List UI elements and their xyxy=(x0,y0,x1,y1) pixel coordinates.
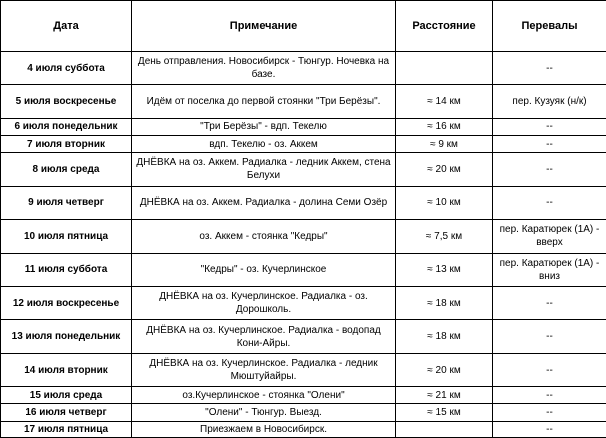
passes-cell: -- xyxy=(493,320,606,353)
distance-cell xyxy=(396,421,493,437)
header-note: Примечание xyxy=(132,1,396,52)
header-passes: Перевалы xyxy=(493,1,606,52)
passes-cell: -- xyxy=(493,52,606,85)
passes-cell: -- xyxy=(493,353,606,386)
passes-cell: пер. Каратюрек (1А) - вниз xyxy=(493,253,606,286)
table-row xyxy=(1,404,606,421)
date-cell: 8 июля среда xyxy=(1,153,132,186)
distance-cell: ≈ 18 км xyxy=(396,320,493,353)
distance-cell: ≈ 13 км xyxy=(396,253,493,286)
passes-cell: пер. Кузуяк (н/к) xyxy=(493,85,606,118)
table-row xyxy=(1,320,606,353)
date-cell: 14 июля вторник xyxy=(1,353,132,386)
date-cell: 13 июля понедельник xyxy=(1,320,132,353)
date-cell: 6 июля понедельник xyxy=(1,118,132,135)
table-row xyxy=(1,421,606,437)
date-cell: 16 июля четверг xyxy=(1,404,132,421)
note-cell: ДНЁВКА на оз. Кучерлинское. Радиалка - ледник Мюштуйайры. xyxy=(132,353,396,386)
note-cell: ДНЁВКА на оз. Кучерлинское. Радиалка - оз. Дорошколь. xyxy=(132,286,396,319)
passes-cell: -- xyxy=(493,136,606,153)
passes-cell: -- xyxy=(493,421,606,437)
table-header-row xyxy=(1,1,606,52)
passes-cell: -- xyxy=(493,118,606,135)
distance-cell: ≈ 21 км xyxy=(396,387,493,404)
date-cell: 7 июля вторник xyxy=(1,136,132,153)
distance-cell: ≈ 16 км xyxy=(396,118,493,135)
note-cell: Идём от поселка до первой стоянки "Три Берёзы". xyxy=(132,85,396,118)
distance-cell: ≈ 7,5 км xyxy=(396,220,493,253)
table-row xyxy=(1,52,606,85)
table-row xyxy=(1,153,606,186)
table-row xyxy=(1,253,606,286)
distance-cell: ≈ 20 км xyxy=(396,153,493,186)
distance-cell: ≈ 18 км xyxy=(396,286,493,319)
passes-cell: -- xyxy=(493,286,606,319)
distance-cell: ≈ 10 км xyxy=(396,186,493,219)
passes-cell: -- xyxy=(493,186,606,219)
passes-cell: -- xyxy=(493,153,606,186)
table-row xyxy=(1,220,606,253)
table-row xyxy=(1,186,606,219)
passes-cell: -- xyxy=(493,404,606,421)
date-cell: 17 июля пятница xyxy=(1,421,132,437)
table-row xyxy=(1,286,606,319)
note-cell: ДНЁВКА на оз. Аккем. Радиалка - ледник Аккем, стена Белухи xyxy=(132,153,396,186)
note-cell: ДНЁВКА на оз. Аккем. Радиалка - долина Семи Озёр xyxy=(132,186,396,219)
table-row xyxy=(1,387,606,404)
note-cell: "Кедры" - оз. Кучерлинское xyxy=(132,253,396,286)
date-cell: 15 июля среда xyxy=(1,387,132,404)
date-cell: 10 июля пятница xyxy=(1,220,132,253)
date-cell: 11 июля суббота xyxy=(1,253,132,286)
distance-cell xyxy=(396,52,493,85)
table-row xyxy=(1,85,606,118)
note-cell: Приезжаем в Новосибирск. xyxy=(132,421,396,437)
date-cell: 4 июля суббота xyxy=(1,52,132,85)
table-row xyxy=(1,118,606,135)
note-cell: День отправления. Новосибирск - Тюнгур. Ночевка на базе. xyxy=(132,52,396,85)
note-cell: оз.Кучерлинское - стоянка "Олени" xyxy=(132,387,396,404)
passes-cell: пер. Каратюрек (1А) - вверх xyxy=(493,220,606,253)
note-cell: оз. Аккем - стоянка "Кедры" xyxy=(132,220,396,253)
header-distance: Расстояние xyxy=(396,1,493,52)
distance-cell: ≈ 20 км xyxy=(396,353,493,386)
header-date: Дата xyxy=(1,1,132,52)
date-cell: 5 июля воскресенье xyxy=(1,85,132,118)
table-row xyxy=(1,353,606,386)
note-cell: "Олени" - Тюнгур. Выезд. xyxy=(132,404,396,421)
distance-cell: ≈ 9 км xyxy=(396,136,493,153)
distance-cell: ≈ 15 км xyxy=(396,404,493,421)
note-cell: вдп. Текелю - оз. Аккем xyxy=(132,136,396,153)
note-cell: ДНЁВКА на оз. Кучерлинское. Радиалка - водопад Кони-Айры. xyxy=(132,320,396,353)
passes-cell: -- xyxy=(493,387,606,404)
table-row xyxy=(1,136,606,153)
date-cell: 9 июля четверг xyxy=(1,186,132,219)
note-cell: "Три Берёзы" - вдп. Текелю xyxy=(132,118,396,135)
date-cell: 12 июля воскресенье xyxy=(1,286,132,319)
distance-cell: ≈ 14 км xyxy=(396,85,493,118)
